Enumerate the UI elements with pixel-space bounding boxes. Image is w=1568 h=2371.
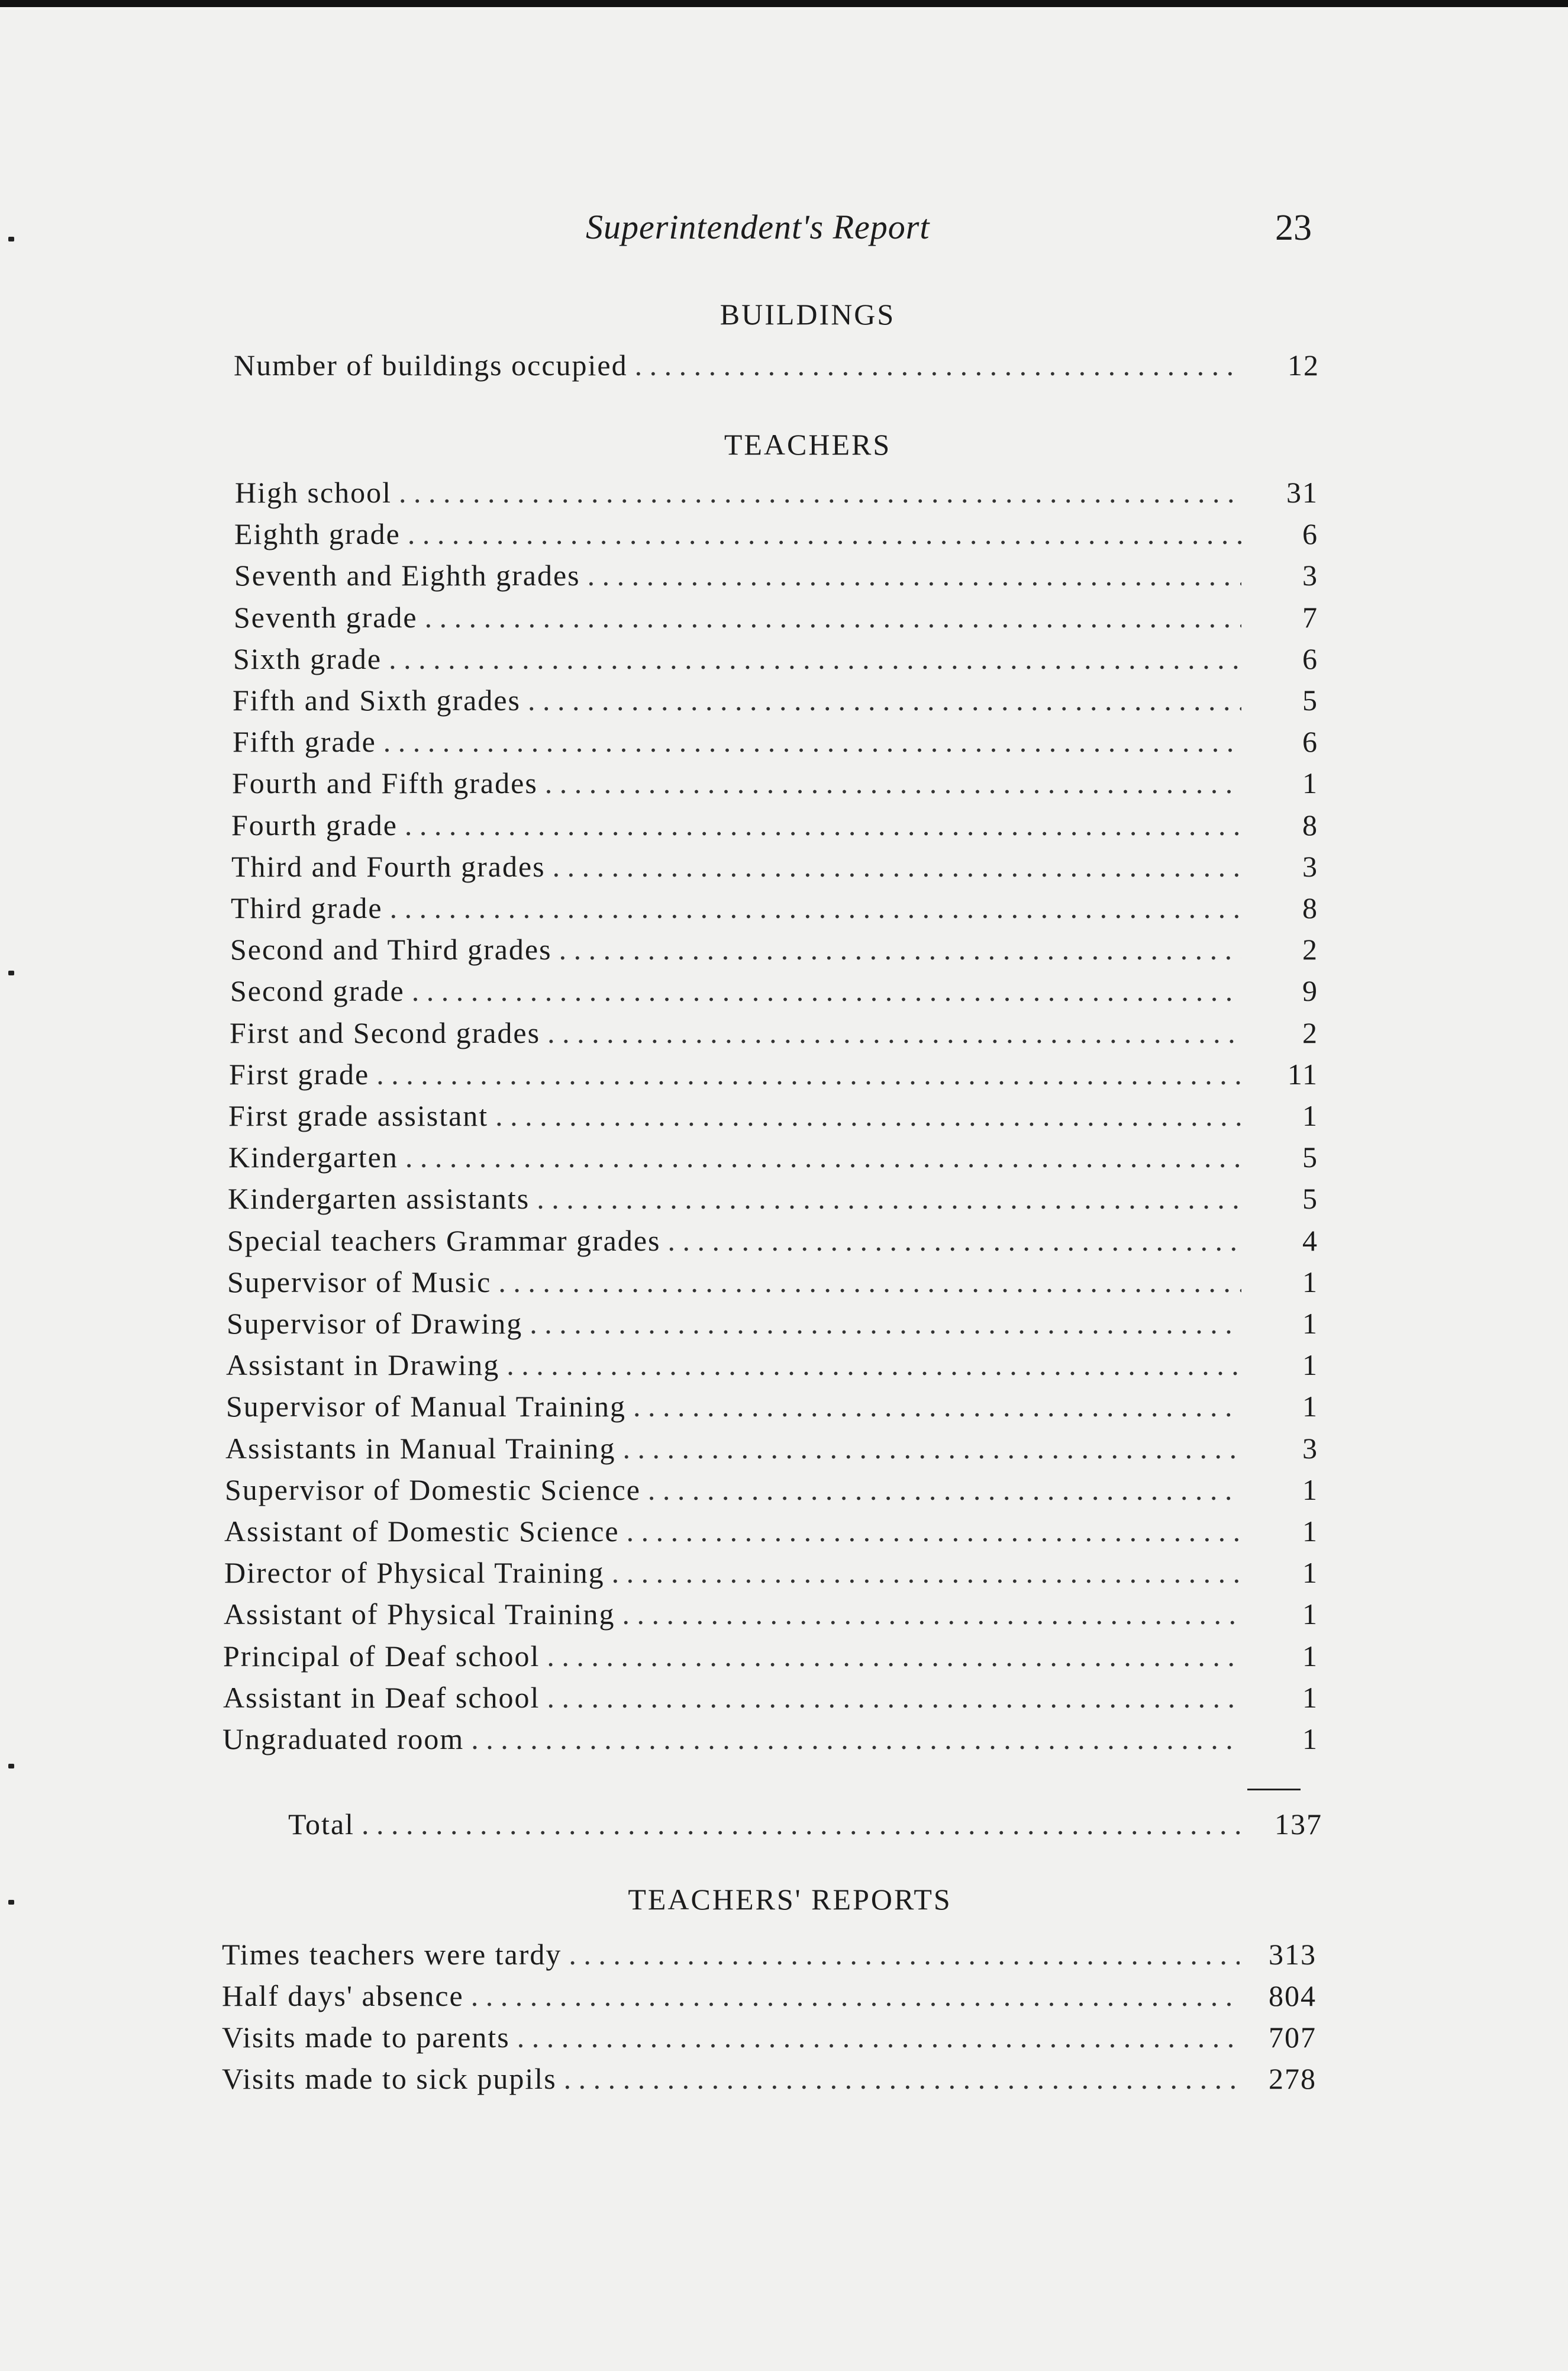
teacher-row-value: 6: [1302, 725, 1318, 758]
dot-leader: [635, 346, 1243, 384]
report-row: [222, 1977, 1317, 2015]
dot-leader: [425, 598, 1241, 636]
dot-leader: [622, 1429, 1241, 1467]
teacher-row: [230, 930, 1318, 968]
teacher-row-label: Special teachers Grammar grades: [227, 1224, 661, 1257]
dot-leader: [528, 681, 1241, 719]
total-row: [288, 1805, 1322, 1843]
dot-leader: [405, 806, 1241, 844]
teacher-row-label: Third grade: [231, 891, 383, 924]
dot-leader: [506, 1346, 1241, 1384]
teacher-row: [235, 473, 1318, 511]
total-row-value: 137: [1275, 1808, 1322, 1841]
report-row-value: 707: [1269, 2021, 1317, 2054]
teacher-row-label: High school: [235, 476, 392, 509]
teacher-row-value: 3: [1302, 559, 1318, 592]
dot-leader: [495, 1097, 1241, 1135]
teacher-row-value: 1: [1302, 1265, 1318, 1299]
teacher-row-value: 5: [1302, 1182, 1318, 1215]
teacher-row: [226, 1387, 1318, 1425]
teacher-row-value: 1: [1302, 1681, 1318, 1714]
teacher-row: [224, 1595, 1318, 1633]
teacher-row: [233, 681, 1318, 719]
dot-leader: [564, 2060, 1240, 2098]
teacher-row-value: 8: [1302, 808, 1318, 842]
teacher-row: [222, 1720, 1318, 1758]
buildings-row: [234, 346, 1319, 384]
teachers-reports-heading: TEACHERS' REPORTS: [628, 1883, 952, 1916]
teacher-row-value: 6: [1302, 517, 1318, 550]
teacher-row-label: Eighth grade: [234, 517, 401, 550]
teacher-row-label: Fourth and Fifth grades: [232, 766, 538, 800]
teacher-row: [224, 1512, 1318, 1550]
margin-speck: [8, 237, 14, 241]
teacher-row: [234, 556, 1318, 594]
teacher-row: [227, 1304, 1318, 1342]
teacher-row-label: Fourth grade: [231, 808, 398, 842]
teacher-row-label: Assistants in Manual Training: [225, 1432, 616, 1465]
teacher-row-label: Ungraduated room: [222, 1722, 464, 1755]
teacher-row-value: 1: [1302, 1348, 1318, 1381]
teacher-row: [223, 1637, 1318, 1675]
buildings-row-label: Number of buildings occupied: [234, 349, 628, 382]
running-title: Superintendent's Report: [586, 208, 930, 246]
teacher-row-value: 1: [1302, 1099, 1318, 1132]
teacher-row-value: 1: [1302, 1473, 1318, 1506]
dot-leader: [412, 972, 1241, 1010]
teacher-row-label: Supervisor of Music: [227, 1265, 492, 1299]
teacher-row-label: Supervisor of Manual Training: [226, 1390, 627, 1423]
report-row: [222, 2018, 1317, 2056]
report-row: [222, 2060, 1317, 2098]
buildings-heading: BUILDINGS: [720, 298, 896, 331]
teacher-row: [226, 1346, 1318, 1384]
report-row-value: 804: [1269, 1979, 1317, 2012]
teacher-row-value: 11: [1287, 1058, 1318, 1091]
margin-speck: [8, 971, 14, 975]
teacher-row-label: First grade assistant: [228, 1099, 489, 1132]
report-row-label: Half days' absence: [222, 1979, 464, 2012]
dot-leader: [627, 1512, 1241, 1550]
margin-speck: [8, 1764, 14, 1768]
dot-leader: [498, 1263, 1241, 1301]
teacher-row-value: 6: [1302, 642, 1318, 675]
dot-leader: [517, 2018, 1240, 2056]
teacher-row-value: 7: [1302, 601, 1318, 634]
teacher-row-label: Kindergarten: [228, 1141, 398, 1174]
dot-leader: [471, 1720, 1241, 1758]
teacher-row: [229, 1055, 1318, 1093]
dot-leader: [383, 723, 1241, 761]
teacher-row: [227, 1263, 1318, 1301]
teacher-row-value: 1: [1302, 766, 1318, 800]
teacher-row-value: 2: [1302, 1016, 1318, 1049]
dot-leader: [612, 1554, 1241, 1592]
dot-leader: [547, 1679, 1241, 1716]
teacher-row-value: 5: [1302, 1141, 1318, 1174]
teacher-row-label: Seventh and Eighth grades: [234, 559, 580, 592]
report-row-value: 313: [1269, 1938, 1317, 1971]
teacher-row-label: Supervisor of Drawing: [227, 1307, 523, 1340]
teacher-row: [227, 1222, 1318, 1259]
dot-leader: [588, 556, 1241, 594]
dot-leader: [633, 1387, 1241, 1425]
margin-speck: [8, 1900, 14, 1905]
teacher-row-label: Assistant in Drawing: [226, 1348, 500, 1381]
report-row-label: Visits made to sick pupils: [222, 2062, 557, 2095]
dot-leader: [376, 1055, 1241, 1093]
teacher-row-value: 1: [1302, 1639, 1318, 1673]
dot-leader: [537, 1180, 1241, 1217]
teacher-row-value: 1: [1302, 1597, 1318, 1631]
total-rule: [1247, 1789, 1301, 1790]
dot-leader: [399, 473, 1241, 511]
teacher-row-label: Second grade: [230, 974, 405, 1007]
report-row: [222, 1935, 1317, 1973]
teacher-row-value: 3: [1302, 1432, 1318, 1465]
teacher-row: [231, 806, 1318, 844]
teacher-row: [233, 640, 1318, 678]
dot-leader: [362, 1805, 1246, 1843]
dot-leader: [553, 848, 1241, 885]
teacher-row-value: 1: [1302, 1307, 1318, 1340]
teacher-row: [225, 1429, 1318, 1467]
teacher-row-label: Fifth grade: [233, 725, 376, 758]
teacher-row-label: Fifth and Sixth grades: [233, 684, 521, 717]
dot-leader: [545, 764, 1241, 802]
report-row-label: Visits made to parents: [222, 2021, 510, 2054]
teacher-row-value: 8: [1302, 891, 1318, 924]
teacher-row: [232, 764, 1318, 802]
teacher-row: [228, 1097, 1318, 1135]
teacher-row-label: Principal of Deaf school: [223, 1639, 540, 1673]
dot-leader: [530, 1304, 1241, 1342]
teacher-row-value: 1: [1302, 1556, 1318, 1589]
teacher-row: [231, 889, 1318, 927]
report-row-value: 278: [1269, 2062, 1317, 2095]
dot-leader: [559, 930, 1241, 968]
dot-leader: [471, 1977, 1240, 2015]
buildings-row-value: 12: [1288, 349, 1319, 382]
teacher-row-label: Third and Fourth grades: [231, 850, 546, 883]
teacher-row: [228, 1180, 1318, 1217]
teacher-row: [230, 1014, 1318, 1052]
dot-leader: [668, 1222, 1241, 1259]
teacher-row-value: 2: [1302, 933, 1318, 966]
teacher-row-label: Kindergarten assistants: [228, 1182, 530, 1215]
teacher-row-value: 1: [1302, 1515, 1318, 1548]
teacher-row-label: Director of Physical Training: [224, 1556, 605, 1589]
teacher-row-label: Second and Third grades: [230, 933, 552, 966]
running-head: [0, 207, 1568, 260]
dot-leader: [648, 1471, 1241, 1509]
teacher-row: [224, 1554, 1318, 1592]
teachers-heading: TEACHERS: [724, 428, 892, 461]
teacher-row-label: Assistant of Physical Training: [224, 1597, 615, 1631]
teacher-row-value: 4: [1302, 1224, 1318, 1257]
teacher-row-label: Supervisor of Domestic Science: [225, 1473, 641, 1506]
teacher-row-value: 1: [1302, 1390, 1318, 1423]
teacher-row: [223, 1679, 1318, 1716]
teacher-row: [228, 1138, 1318, 1176]
teacher-row-label: First grade: [229, 1058, 370, 1091]
teacher-row-label: Assistant in Deaf school: [223, 1681, 540, 1714]
total-row-label: Total: [288, 1808, 355, 1841]
teacher-row-label: Assistant of Domestic Science: [224, 1515, 620, 1548]
dot-leader: [547, 1637, 1241, 1675]
teacher-row-label: Sixth grade: [233, 642, 382, 675]
dot-leader: [390, 889, 1241, 927]
teacher-row: [225, 1471, 1318, 1509]
teacher-row-label: First and Second grades: [230, 1016, 541, 1049]
teacher-row: [234, 598, 1318, 636]
teacher-row-value: 3: [1302, 850, 1318, 883]
teacher-row-label: Seventh grade: [234, 601, 418, 634]
dot-leader: [389, 640, 1241, 678]
page-number: 23: [1275, 208, 1312, 248]
teacher-row: [234, 515, 1318, 553]
teacher-row: [231, 848, 1318, 885]
teacher-row: [233, 723, 1318, 761]
dot-leader: [569, 1935, 1240, 1973]
dot-leader: [408, 515, 1241, 553]
report-row-label: Times teachers were tardy: [222, 1938, 562, 1971]
teacher-row-value: 5: [1302, 684, 1318, 717]
dot-leader: [405, 1138, 1241, 1176]
teacher-row-value: 9: [1302, 974, 1318, 1007]
dot-leader: [547, 1014, 1241, 1052]
dot-leader: [622, 1595, 1241, 1633]
teacher-row-value: 31: [1286, 476, 1318, 509]
teacher-row-value: 1: [1302, 1722, 1318, 1755]
teacher-row: [230, 972, 1318, 1010]
